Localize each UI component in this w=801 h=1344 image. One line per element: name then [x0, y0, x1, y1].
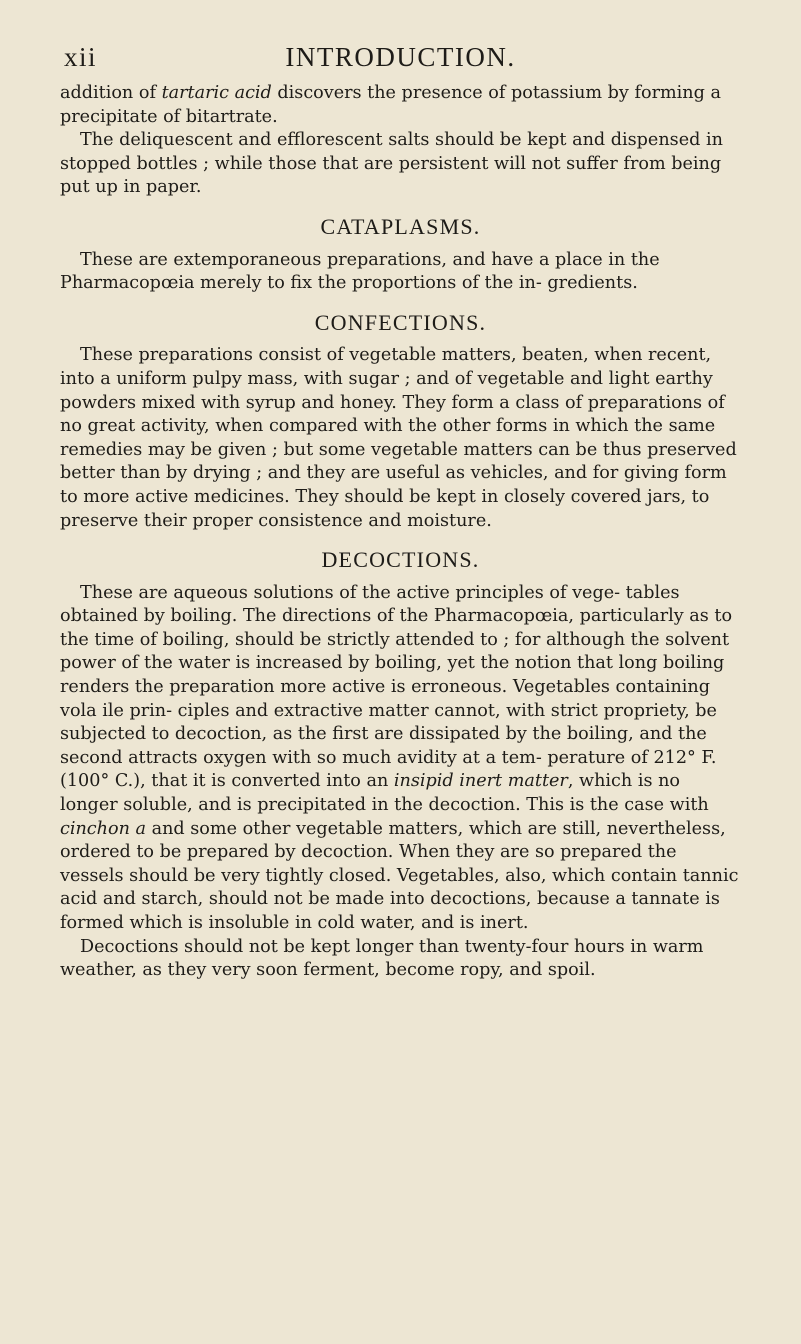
- text-run: discovers the presence of potassium by forming a precipitate of bitartrate.: [60, 83, 721, 127]
- text-run: addition of: [60, 83, 162, 103]
- section-heading-confections: CONFECTIONS.: [314, 309, 487, 335]
- italic-term: tartaric acid: [161, 83, 272, 103]
- confections-paragraph: These preparations consist of vegetable matters, beaten, when recent, into a uniform pulpy mass, with sugar ; and of vegetable and light earthy powders mixed with syrup and honey. They form a class of preparations of no great activity, when compared with the other forms in which the same remedies may be given ; but some vegetable matters can be thus preserved better than by drying ; and they are useful as vehicles, and for giving form to more active medicines. They should be kept in closely covered jars, to preserve their proper consistence and moisture.: [60, 345, 737, 531]
- intro-paragraph-continued: [60, 82, 741, 129]
- decoctions-paragraph: [60, 582, 741, 936]
- intro-paragraph: The deliquescent and efflorescent salts should be kept and dispensed in stopped bottles ; while those that are persistent will not suffer from being put up in paper.: [60, 130, 723, 198]
- text-run: These are aqueous solutions of the active principles of vege- tables obtained by boiling. The directions of the Pharmacopœia, particularly as to the time of boiling, should be strictly attended to ; for although the solvent power of the water is increased by boiling, yet the notion that long boiling renders the preparation more active is erroneous. Vegetables containing vola ile prin- ciples and extractive matter cannot, with strict propriety, be subjected to decoction, as the first are dissipated by the boiling, and the second attracts oxygen with so much avidity at a tem- perature of 212° F. (100° C.), that it is converted into an: [60, 582, 733, 792]
- running-title: INTRODUCTION.: [285, 42, 516, 72]
- decoctions-paragraph-2: Decoctions should not be kept longer than twenty-four hours in warm weather, as they very soon ferment, become ropy, and spoil.: [60, 936, 704, 981]
- section-heading-cataplasms: CATAPLASMS.: [320, 213, 481, 239]
- page-body: [60, 82, 741, 983]
- page-header: [60, 38, 741, 82]
- section-heading-decoctions: DECOCTIONS.: [321, 547, 480, 573]
- italic-term: cinchon a: [60, 818, 147, 839]
- cataplasms-paragraph: These are extemporaneous preparations, and have a place in the Pharmacopœia merely to fix the proportions of the in- gredients.: [60, 249, 660, 294]
- text-run: , which is no longer soluble, and is precipitated in the decoction. This is the case with: [60, 771, 709, 816]
- italic-term: insipid inert matter: [393, 771, 568, 792]
- page-number: xii: [64, 42, 98, 72]
- text-run: and some other vegetable matters, which are still, nevertheless, ordered to be prepared by decoction. When they are so prepared the vessels should be very tightly closed. Vegetables, also, which contain tannic acid and starch, should not be made into decoctions, because a tannate is formed which is insoluble in cold water, and is inert.: [60, 818, 739, 933]
